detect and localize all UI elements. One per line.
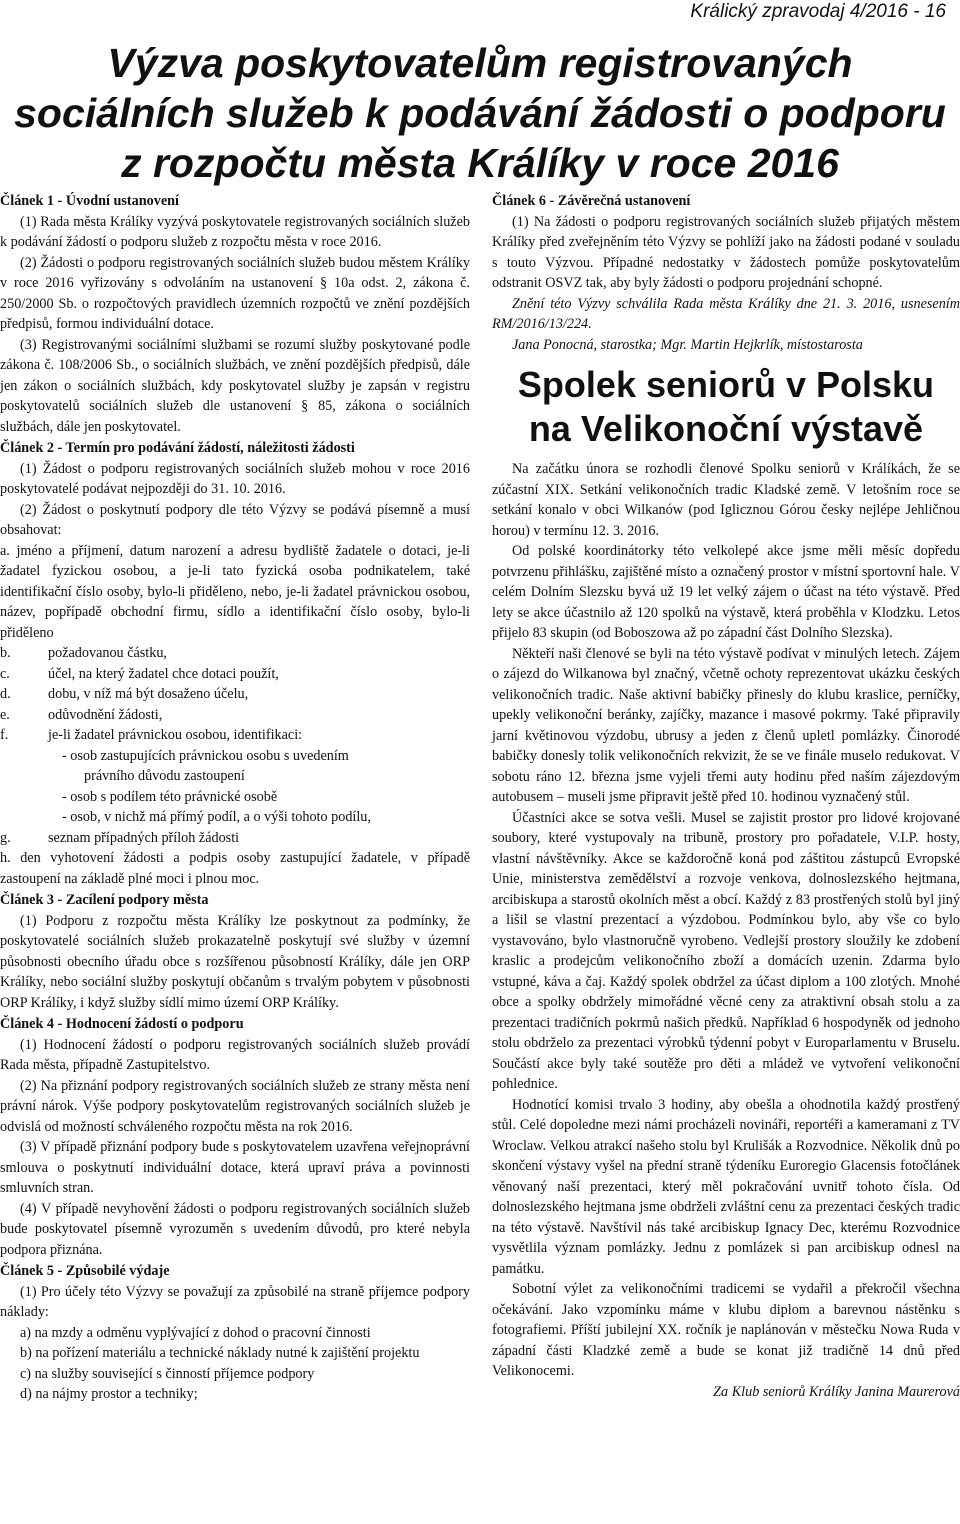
article-6-heading: Článek 6 - Závěrečná ustanovení: [492, 193, 691, 209]
right-column: [492, 190, 960, 1402]
article-signature: Za Klub seniorů Králíky Janina Maurerová: [713, 1383, 960, 1400]
title-line-2: sociálních služeb k podávání žádosti o podporu: [14, 90, 946, 136]
title-line-3: z rozpočtu města Králíky v roce 2016: [121, 140, 839, 186]
article-1-para-3: (3) Registrovanými sociálními službami se rozumí služby poskytované podle zákona č. 108/2006 Sb., o sociálních službách, ve znění pozdějších předpisů, dále jen zákon o sociálních službách, kdy poskytovatel služby je zapsán v registru poskytovatelů sociálních služeb dle ustanovení § 85, zákona o sociálních službách, dále jen poskytovatel.: [0, 336, 470, 435]
sub-item: - osob s podílem této právnické osobě: [62, 788, 278, 805]
article-3-heading: Článek 3 - Zacílení podpory města: [0, 892, 209, 908]
article-2-item-h: h. den vyhotovení žádosti a podpis osoby zastupující žadatele, v případě zastoupení na základě plné moci i plnou moc.: [0, 850, 470, 887]
page-title: [0, 38, 960, 188]
list-item: g. seznam případných příloh žádosti: [0, 829, 240, 846]
article-title-line-2: na Velikonoční výstavě: [528, 408, 924, 449]
article-4-para-2: (2) Na přiznání podpory registrovaných sociálních služeb ze strany města není právní nárok. Výše podpory poskytovatelům registrovaných sociálních služeb je odvislá od možností schváleného rozpočtu města na rok 2016.: [0, 1077, 470, 1135]
article-2-para-1: (1) Žádost o podporu registrovaných sociálních služeb mohou v roce 2016 poskytovatelé podávat nejpozději do 31. 10. 2016.: [0, 460, 470, 497]
article-4-para-3: (3) V případě přiznání podpory bude s poskytovatelem uzavřena veřejnoprávní smlouva o poskytnutí individuální dotace, která upraví práva a povinnosti smluvních stran.: [0, 1139, 470, 1196]
list-item: f. je-li žadatel právnickou osobou, identifikaci:: [0, 727, 303, 743]
article-4-para-1: (1) Hodnocení žádostí o podporu registrovaných sociálních služeb provádí Rada města, případně Zastupitelstvo.: [0, 1036, 470, 1073]
article-1-heading: Článek 1 - Úvodní ustanovení: [0, 193, 179, 209]
article-para: Sobotní výlet za velikonočními tradicemi se vydařil a překročil všechna očekávání. Jako vzpomínku máme v klubu diplom a barevnou nástěnku s fotografiemi. Příští jubilejní XX. ročník je naplánován v městečku Nowa Ruda v západní části Kladzké země a bude se konat již tradičně 14 dnů před Velikonocemi.: [492, 1281, 960, 1379]
article-3-para-1: (1) Podporu z rozpočtu města Králíky lze poskytnout za podmínky, že poskytovatelé sociálních služeb prokazatelně poskytují své služby v územní působnosti obecního úřadu obce s rozšířenou působností Králíky, dále jen ORP Králíky, nebo sociální služby poskytují občanům s trvalým pobytem v působnosti ORP Králíky, i když služby sídlí mimo území ORP Králíky.: [0, 912, 470, 1011]
article-para: Hodnotící komisi trvalo 3 hodiny, aby obešla a ohodnotila každý prostřený stůl. Celé dopoledne mezi námi procházeli novináři, reportéři a kameramani z TV Wroclaw. Velkou atrakcí našeho stolu byl Krulišák a Rozvodnice. Několik dnů po skončení výstavy vyšel na přední straně týdeníku Euroregio Glacensis fotočlánek věnovaný naší prezentaci, který měl pokračování uvnitř tohoto čísla. Od dolnoslezského hejtmana jsme obdrželi zvláštní cenu za prezentaci českých tradic na této výstavě. Navštívil nás také arcibiskup Ignacy Dec, kterému Rozvodnice vysvětlila význam pomlázky. Jednu z pomlázek si pan arcibiskup odnesl na památku.: [492, 1096, 960, 1277]
article-4-para-4: (4) V případě nevyhovění žádosti o podporu registrovaných sociálních služeb bude poskytovatel písemně vyrozuměn s uvedením důvodů, pro které nebyla podpora přiznána.: [0, 1200, 470, 1258]
article-5-item-d: d) na nájmy prostor a techniky;: [20, 1386, 198, 1402]
sub-item-cont: právního důvodu zastoupení: [84, 768, 245, 784]
page-header: Králický zpravodaj 4/2016 - 16: [690, 1, 946, 22]
article-2-para-2: (2) Žádost o poskytnutí podpory dle této Výzvy se podává písemně a musí obsahovat:: [0, 501, 470, 538]
article-4-heading: Článek 4 - Hodnocení žádostí o podporu: [0, 1016, 244, 1032]
article-5-item-a: a) na mzdy a odměnu vyplývající z dohod o pracovní činnosti: [20, 1324, 371, 1341]
sub-item: - osob zastupujících právnickou osobu s uvedením: [62, 747, 349, 764]
list-item: e. odůvodnění žádosti,: [0, 706, 163, 723]
article-title-line-1: Spolek seniorů v Polsku: [517, 364, 935, 405]
article-5-item-b: b) na pořízení materiálu a technické náklady nutné k zajištění projektu: [20, 1345, 420, 1361]
article-2-item-a: a. jméno a příjmení, datum narození a adresu bydliště žadatele o dotaci, je-li žadatel fyzickou osobou, a je-li tato fyzická osoba podnikatelem, také identifikační číslo osoby, bylo-li přiděleno, nebo, je-li žadatel právnickou osobou, název, popřípadě obchodní firmu, sídlo a identifikační číslo osoby, bylo-li přiděleno: [0, 542, 470, 641]
list-item: b. požadovanou částku,: [0, 645, 167, 661]
left-column: [0, 190, 470, 1405]
article-5-item-c: c) na služby související s činností příjemce podpory: [20, 1365, 315, 1382]
list-item: c. účel, na který žadatel chce dotaci použít,: [0, 665, 279, 682]
article-5-heading: Článek 5 - Způsobilé výdaje: [0, 1263, 170, 1279]
approval-note: Znění této Výzvy schválila Rada města Králíky dne 21. 3. 2016, usnesením RM/2016/13/224.: [492, 295, 960, 332]
article-6-para-1: (1) Na žádosti o podporu registrovaných sociálních služeb přijatých městem Králíky před zveřejněním této Výzvy se pohlíží jako na žádosti podané v souladu s touto Výzvou. Případné nedostatky v žádostech pomůže poskytovatelům odstranit OSVZ tak, aby byly žádosti o podporu projednání schopné.: [492, 213, 960, 291]
article-title: [492, 363, 960, 451]
article-para: Od polské koordinátorky této velkolepé akce jsme měli měsíc dopředu potvrzenu přihlášku, zajištěné místo a označený prostor v místní sportovní hale. V celém Dolním Slezsku byvá už 19 let velký zájem o účast na této výstavě. Před lety se akce účastnilo až 120 spolků na výstavě, která proběhla v Klodzku. Letos přijelo 83 skupin (od Boboszowa až po západní část Dolního Slezska).: [492, 543, 960, 641]
signers: Jana Ponocná, starostka; Mgr. Martin Hejkrlík, místostarosta: [512, 336, 863, 353]
sub-item: - osob, v nichž má přímý podíl, a o výši tohoto podílu,: [62, 809, 371, 825]
article-2-heading: Článek 2 - Termín pro podávání žádostí, náležitosti žádosti: [0, 440, 355, 456]
article-para: Účastníci akce se sotva vešli. Musel se zajistit prostor pro lidové krojované soubory, které vystupovaly na tribuně, prostory pro pořadatele, V.I.P. hosty, vlastní návštěvníky. Akce se každoročně koná pod záštitou zástupců Evropské Unie, ministerstva zemědělství a rozvoje venkova, dolnoslezského hejtmana, arcibiskupa a starostů okolních měst a obcí. Každý z 83 prostřených stolů byl jiný a lišil se vlastní prezentací a výzdobou. Podmínkou bylo, aby vše co bylo vystavováno, bylo vlastnoručně vyrobeno. Vedlejší prostory sloužily ke zdobení kraslic a prodejcům velikonočního zboží a domácích uzenin. Zdarma bylo vstupné, káva a čaj. Každý spolek obdržel za účast diplom a 100 zlotých. Mnohé obce a spolky obdržely mimořádné věcné ceny za atraktivní obsah stolu a za prezentaci tradičních pokrmů našich předků. Například 6 hospodyněk od jednoho stolu obdrželo za prezentaci výrobků týdenní pobyt v Europarlamentu v Bruselu. Součástí akce byly také soutěže pro děti a mládež ve vytvoření velikonoční pohlednice.: [492, 809, 960, 1092]
article-para: Někteří naši členové se byli na této výstavě podívat v minulých letech. Zájem o zájezd do Wilkanowa byl značný, včetně ochoty reprezentovat ukázku českých velikonočních tradic. Naše aktivní babičky přinesly do klubu kraslice, perníčky, upekly velikonoční beránky, zajíčky, mazance i masové pokrmy. Také připravily jarní květinovou výzdobu, ubrusy a jeden z členů upletl pomlázky. Činorodé babičky donesly tolik velikonočních rekvizit, že se ve finále muselo redukovat. V sobotu ráno 12. března jsme vyjeli třemi auty hodinu před naším zájezdovým autobusem – museli jsme připravit ještě před 10. hodinou vyznačený stůl.: [492, 645, 960, 805]
article-1-para-2: (2) Žádosti o podporu registrovaných sociálních služeb budou městem Králíky v roce 2016 vyřizovány s odvoláním na ustanovení § 10a odst. 2, zákona č. 250/2000 Sb. o rozpočtových pravidlech územních rozpočtů ve znění pozdějších předpisů, formou individuální dotace.: [0, 254, 470, 332]
title-line-1: Výzva poskytovatelům registrovaných: [107, 40, 853, 86]
list-item: d. dobu, v níž má být dosaženo účelu,: [0, 686, 249, 702]
article-1-para-1: (1) Rada města Králíky vyzývá poskytovatele registrovaných sociálních služeb k podávání žádostí o podporu služeb z rozpočtu města v roce 2016.: [0, 213, 470, 250]
article-para: Na začátku února se rozhodli členové Spolku seniorů v Králíkách, že se zúčastní XIX. Setkání velikonočních tradic Kladské země. V letošním roce se setkání konalo v obci Wilkanów (pod Iglicznou Górou česky nejlépe Jehličnou horou) v termínu 12. 3. 2016.: [492, 461, 960, 539]
article-5-para-1: (1) Pro účely této Výzvy se považují za způsobilé na straně příjemce podpory náklady:: [0, 1283, 470, 1320]
